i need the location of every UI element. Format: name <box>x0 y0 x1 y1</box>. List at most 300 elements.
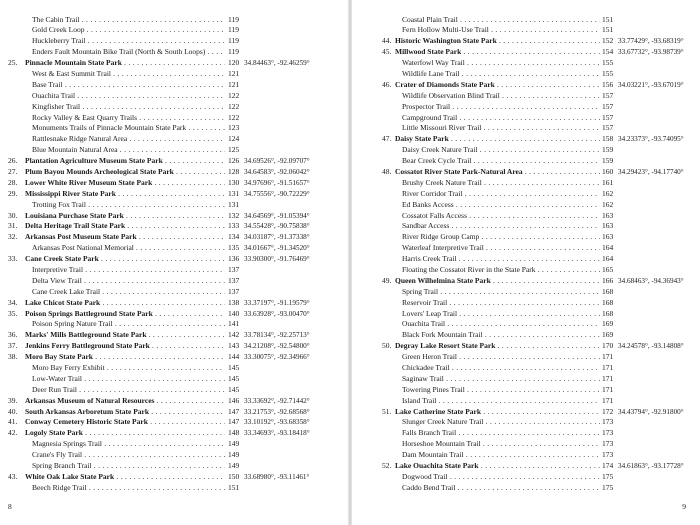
entry-title: Marks' Mills Battleground State Park . . . <box>25 330 225 341</box>
entry-number: 31. <box>8 221 18 231</box>
entry-number: 48. <box>382 166 392 176</box>
entry-page-number: 154 <box>602 47 614 57</box>
entry-title: Lovers' Leap Trail . . . <box>402 309 600 320</box>
entry-title: South Arkansas Arboretum State Park . . . <box>25 407 225 418</box>
toc-trail-entry <box>382 319 700 330</box>
entry-title: Bear Creek Cycle Trail . . . <box>402 156 600 167</box>
toc-trail-entry <box>8 80 356 91</box>
entry-page-number: 175 <box>602 471 614 481</box>
entry-title: Chickadee Trail . . . <box>402 363 600 374</box>
entry-number: 27. <box>8 166 18 176</box>
entry-title: Kingfisher Trail . . . <box>32 102 225 113</box>
entry-page-number: 141 <box>228 319 240 329</box>
entry-page-number: 171 <box>602 373 614 383</box>
entry-number: 50. <box>382 341 392 351</box>
entry-title: Lake Ouachita State Park . . . <box>395 461 600 472</box>
toc-trail-entry <box>382 232 700 243</box>
entry-title: Blue Mountain Natural Area . . . <box>32 145 225 156</box>
entry-page-number: 132 <box>228 210 240 220</box>
toc-park-entry <box>8 298 356 309</box>
toc-trail-entry <box>382 15 700 26</box>
entry-number: 35. <box>8 308 18 318</box>
toc-trail-entry <box>382 450 700 461</box>
entry-coordinates: 33.34693°, -93.18418° <box>244 429 310 438</box>
toc-trail-entry <box>8 265 356 276</box>
entry-page-number: 164 <box>602 243 614 253</box>
toc-trail-entry <box>8 287 356 298</box>
toc-trail-entry <box>8 276 356 287</box>
entry-number: 51. <box>382 406 392 416</box>
toc-trail-entry <box>382 189 700 200</box>
toc-park-entry <box>382 341 700 352</box>
left-page-number: 8 <box>8 502 12 511</box>
entry-title: River Ridge Group Camp . . . <box>402 232 600 243</box>
entry-title: Cane Creek State Park . . . <box>25 254 225 265</box>
entry-coordinates: 33.63928°, -93.00470° <box>244 309 310 318</box>
entry-page-number: 151 <box>602 14 614 24</box>
entry-page-number: 147 <box>228 417 240 427</box>
entry-page-number: 142 <box>228 330 240 340</box>
toc-trail-entry <box>382 254 700 265</box>
entry-page-number: 158 <box>602 134 614 144</box>
entry-page-number: 173 <box>602 428 614 438</box>
toc-trail-entry <box>382 439 700 450</box>
toc-park-entry <box>8 167 356 178</box>
entry-number: 42. <box>8 428 18 438</box>
entry-number: 47. <box>382 134 392 144</box>
toc-park-entry <box>382 461 700 472</box>
entry-page-number: 164 <box>602 254 614 264</box>
entry-coordinates: 34.55428°, -90.75838° <box>244 222 310 231</box>
entry-title: Spring Branch Trail . . . <box>32 461 225 472</box>
entry-page-number: 145 <box>228 384 240 394</box>
entry-page-number: 175 <box>602 482 614 492</box>
entry-title: Queen Wilhelmina State Park . . . <box>395 276 600 287</box>
entry-title: Magnesia Springs Trail . . . <box>32 439 225 450</box>
toc-park-entry <box>8 189 356 200</box>
entry-coordinates: 33.21753°, -92.68568° <box>244 407 310 416</box>
toc-trail-entry <box>8 483 356 494</box>
entry-title: White Oak Lake State Park . . . <box>25 472 225 483</box>
entry-page-number: 143 <box>228 341 240 351</box>
entry-page-number: 145 <box>228 363 240 372</box>
toc-trail-entry <box>8 91 356 102</box>
entry-coordinates: 33.68980°, -93.11461° <box>244 472 310 481</box>
entry-page-number: 150 <box>228 471 240 481</box>
toc-park-entry <box>8 428 356 439</box>
right-page <box>352 0 700 525</box>
toc-trail-entry <box>382 243 700 254</box>
toc-trail-entry <box>8 69 356 80</box>
entry-title: Cossatot River State Park-Natural Area . . . <box>395 167 600 178</box>
entry-title: West & East Summit Trail . . . <box>32 69 225 80</box>
entry-title: Moro Bay Ferry Exhibit . . . <box>32 363 225 374</box>
entry-title: Jenkins Ferry Battleground State Park . . . <box>25 341 225 352</box>
toc-park-entry <box>382 80 700 91</box>
entry-title: Delta Heritage Trail State Park . . . <box>25 221 225 232</box>
entry-title: Gold Creek Loop . . . <box>32 25 225 36</box>
entry-title: Ed Banks Access . . . <box>402 200 600 211</box>
entry-coordinates: 34.68463°, -94.36943° <box>618 276 684 285</box>
toc-trail-entry <box>382 417 700 428</box>
entry-title: Low-Water Trail . . . <box>32 374 225 385</box>
entry-page-number: 124 <box>228 134 240 144</box>
entry-title: Waterleaf Interpretive Trail . . . <box>402 243 600 254</box>
toc-trail-entry <box>382 385 700 396</box>
toc-trail-entry <box>8 47 356 58</box>
toc-park-entry <box>382 276 700 287</box>
entry-title: Ouachita Trail . . . <box>32 91 225 102</box>
entry-page-number: 140 <box>228 308 240 318</box>
toc-trail-entry <box>382 102 700 113</box>
toc-trail-entry <box>382 145 700 156</box>
toc-park-entry <box>8 178 356 189</box>
entry-page-number: 159 <box>602 156 614 166</box>
toc-trail-entry <box>382 113 700 124</box>
entry-page-number: 126 <box>228 156 240 166</box>
toc-park-entry <box>8 211 356 222</box>
entry-page-number: 162 <box>602 188 614 198</box>
entry-title: Arkansas Museum of Natural Resources . . . <box>25 396 225 407</box>
entry-number: 40. <box>8 406 18 416</box>
entry-page-number: 137 <box>228 275 240 285</box>
toc-trail-entry <box>8 200 356 211</box>
toc-trail-entry <box>382 58 700 69</box>
entry-title: Louisiana Purchase State Park . . . <box>25 211 225 222</box>
entry-title: Island Trail . . . <box>402 396 600 407</box>
entry-page-number: 155 <box>602 68 614 78</box>
entry-title: Green Heron Trail . . . <box>402 352 600 363</box>
entry-page-number: 121 <box>228 68 240 78</box>
entry-title: Plantation Agriculture Museum State Park . . . <box>25 156 225 167</box>
toc-park-entry <box>8 232 356 243</box>
toc-trail-entry <box>8 461 356 472</box>
toc-trail-entry <box>382 200 700 211</box>
entry-page-number: 157 <box>602 90 614 100</box>
entry-number: 45. <box>382 47 392 57</box>
entry-page-number: 173 <box>602 439 614 449</box>
entry-coordinates: 33.10192°, -93.68358° <box>244 418 310 427</box>
toc-park-entry <box>382 47 700 58</box>
toc-trail-entry <box>8 113 356 124</box>
entry-page-number: 165 <box>602 264 614 274</box>
entry-title: Fern Hollow Multi-Use Trail . . . <box>402 25 600 36</box>
toc-park-entry <box>8 407 356 418</box>
entry-page-number: 134 <box>228 232 240 242</box>
entry-page-number: 122 <box>228 90 240 100</box>
entry-coordinates: 33.90300°, -91.76469° <box>244 255 310 264</box>
entry-page-number: 119 <box>228 25 239 35</box>
toc-trail-entry <box>8 25 356 36</box>
entry-title: Daisy State Park . . . <box>395 134 600 145</box>
entry-title: Saginaw Trail . . . <box>402 374 600 385</box>
entry-title: Slunger Creek Nature Trail . . . <box>402 417 600 428</box>
toc-trail-entry <box>8 15 356 26</box>
entry-page-number: 155 <box>602 58 614 68</box>
entry-page-number: 171 <box>602 384 614 394</box>
toc-park-entry <box>8 156 356 167</box>
entry-coordinates: 33.30075°, -92.34966° <box>244 353 310 362</box>
entry-number: 29. <box>8 188 18 198</box>
toc-trail-entry <box>382 363 700 374</box>
entry-page-number: 156 <box>602 79 614 89</box>
entry-coordinates: 34.29423°, -94.17740° <box>618 167 684 176</box>
entry-title: Delta View Trail . . . <box>32 276 225 287</box>
entry-title: Campground Trail . . . <box>402 113 600 124</box>
entry-page-number: 172 <box>602 406 614 416</box>
entry-number: 34. <box>8 297 18 307</box>
toc-park-entry <box>8 309 356 320</box>
toc-trail-entry <box>8 134 356 145</box>
entry-title: Harris Creek Trail . . . <box>402 254 600 265</box>
entry-page-number: 131 <box>228 199 240 209</box>
entry-number: 26. <box>8 156 18 166</box>
toc-park-entry <box>8 254 356 265</box>
entry-title: Cossatot Falls Access . . . <box>402 211 600 222</box>
entry-title: Little Missouri River Trail . . . <box>402 123 600 134</box>
entry-page-number: 145 <box>228 373 240 383</box>
entry-coordinates: 33.77429°, -93.68319° <box>618 37 684 46</box>
toc-park-entry <box>8 396 356 407</box>
entry-page-number: 119 <box>228 47 239 57</box>
entry-page-number: 157 <box>602 101 614 111</box>
entry-coordinates: 34.97696°, -91.51657° <box>244 178 310 187</box>
toc-park-entry <box>8 472 356 483</box>
entry-title: Reservoir Trail . . . <box>402 298 600 309</box>
toc-trail-entry <box>382 287 700 298</box>
toc-trail-entry <box>8 243 356 254</box>
entry-page-number: 135 <box>228 243 240 253</box>
entry-page-number: 133 <box>228 221 240 231</box>
entry-title: Huckleberry Trail . . . <box>32 36 225 47</box>
entry-page-number: 149 <box>228 439 240 449</box>
toc-park-entry <box>8 330 356 341</box>
entry-title: River Corridor Trail . . . <box>402 189 600 200</box>
entry-title: Dogwood Trail . . . <box>402 472 600 483</box>
toc-park-entry <box>8 352 356 363</box>
entry-title: Base Trail . . . <box>32 80 225 91</box>
entry-title: Prospector Trail . . . <box>402 102 600 113</box>
entry-page-number: 149 <box>228 461 240 471</box>
entry-page-number: 171 <box>602 395 614 405</box>
entry-number: 44. <box>382 36 392 46</box>
entry-page-number: 151 <box>228 482 240 492</box>
entry-page-number: 122 <box>228 101 240 111</box>
entry-title: Spring Trail . . . <box>402 287 600 298</box>
toc-trail-entry <box>8 385 356 396</box>
entry-coordinates: 33.78134°, -92.25713° <box>244 331 310 340</box>
entry-title: Wildlife Observation Blind Trail . . . <box>402 91 600 102</box>
toc-trail-entry <box>382 69 700 80</box>
entry-title: Conway Cemetery Historic State Park . . . <box>25 417 225 428</box>
entry-page-number: 168 <box>602 297 614 307</box>
entry-title: Monuments Trails of Pinnacle Mountain State Park . . . <box>32 123 225 134</box>
toc-trail-entry <box>382 123 700 134</box>
left-page <box>0 0 348 525</box>
entry-title: Millwood State Park . . . <box>395 47 600 58</box>
entry-title: Brushy Creek Nature Trail . . . <box>402 178 600 189</box>
entry-title: Beech Ridge Trail . . . <box>32 483 225 494</box>
entry-page-number: 149 <box>228 450 240 460</box>
entry-coordinates: 34.01667°, -91.34520° <box>244 244 310 253</box>
entry-number: 46. <box>382 79 392 89</box>
right-page-number: 9 <box>682 502 686 511</box>
toc-trail-entry <box>382 483 700 494</box>
entry-title: Deer Run Trail . . . <box>32 385 225 396</box>
entry-title: Crater of Diamonds State Park . . . <box>395 80 600 91</box>
entry-page-number: 163 <box>602 221 614 231</box>
entry-title: Interpretive Trail . . . <box>32 265 225 276</box>
entry-page-number: 147 <box>228 406 240 416</box>
entry-page-number: 128 <box>228 166 240 176</box>
toc-trail-entry <box>8 36 356 47</box>
entry-title: Pinnacle Mountain State Park . . . <box>25 58 225 69</box>
entry-title: Arkansas Post Museum State Park . . . <box>25 232 225 243</box>
entry-page-number: 137 <box>228 286 240 296</box>
entry-page-number: 122 <box>228 112 240 122</box>
toc-park-entry <box>8 417 356 428</box>
entry-page-number: 121 <box>228 79 240 89</box>
entry-number: 32. <box>8 232 18 242</box>
entry-title: Sandbar Access . . . <box>402 221 600 232</box>
entry-title: Trotting Fox Trail . . . <box>32 200 225 211</box>
entry-title: Crane's Fly Trail . . . <box>32 450 225 461</box>
entry-title: Lower White River Museum State Park . . . <box>25 178 225 189</box>
entry-title: Wildlife Lane Trail . . . <box>402 69 600 80</box>
entry-number: 30. <box>8 210 18 220</box>
entry-page-number: 148 <box>228 428 240 438</box>
entry-page-number: 125 <box>228 145 240 155</box>
entry-page-number: 173 <box>602 417 614 427</box>
entry-coordinates: 33.67732°, -93.98739° <box>618 48 684 57</box>
toc-trail-entry <box>382 156 700 167</box>
entry-coordinates: 33.33692°, -92.71442° <box>244 396 310 405</box>
entry-title: Daisy Creek Nature Trail . . . <box>402 145 600 156</box>
entry-page-number: 168 <box>602 286 614 296</box>
entry-page-number: 161 <box>602 177 614 187</box>
entry-number: 43. <box>8 471 18 481</box>
toc-park-entry <box>382 36 700 47</box>
entry-page-number: 119 <box>228 36 239 46</box>
toc-park-entry <box>382 167 700 178</box>
entry-page-number: 163 <box>602 232 614 242</box>
entry-page-number: 166 <box>602 275 614 285</box>
entry-page-number: 162 <box>602 199 614 209</box>
toc-trail-entry <box>382 374 700 385</box>
left-toc-list <box>8 15 356 494</box>
toc-trail-entry <box>8 450 356 461</box>
toc-trail-entry <box>382 309 700 320</box>
entry-coordinates: 34.43794°, -92.91800° <box>618 407 684 416</box>
entry-number: 38. <box>8 352 18 362</box>
entry-title: Coastal Plain Trail . . . <box>402 15 600 26</box>
entry-number: 39. <box>8 395 18 405</box>
toc-park-entry <box>8 341 356 352</box>
toc-trail-entry <box>382 428 700 439</box>
entry-number: 36. <box>8 330 18 340</box>
entry-title: Cane Creek Lake Trail . . . <box>32 287 225 298</box>
toc-park-entry <box>382 134 700 145</box>
toc-trail-entry <box>382 298 700 309</box>
entry-page-number: 152 <box>602 36 614 46</box>
entry-number: 52. <box>382 461 392 471</box>
entry-number: 28. <box>8 177 18 187</box>
entry-title: Lake Catherine State Park . . . <box>395 407 600 418</box>
entry-coordinates: 34.03187°, -91.37338° <box>244 233 310 242</box>
right-toc-list <box>382 15 700 494</box>
entry-title: Rocky Valley & East Quarry Trails . . . <box>32 113 225 124</box>
toc-trail-entry <box>8 363 356 374</box>
toc-trail-entry <box>382 91 700 102</box>
toc-trail-entry <box>8 319 356 330</box>
toc-trail-entry <box>8 439 356 450</box>
entry-coordinates: 34.03221°, -93.67019° <box>618 80 684 89</box>
entry-page-number: 163 <box>602 210 614 220</box>
entry-page-number: 120 <box>228 58 240 68</box>
entry-page-number: 119 <box>228 14 239 24</box>
toc-park-entry <box>382 407 700 418</box>
entry-title: Poison Springs Battleground State Park . . . <box>25 309 225 320</box>
entry-title: Moro Bay State Park . . . <box>25 352 225 363</box>
entry-page-number: 136 <box>228 254 240 264</box>
entry-number: 33. <box>8 254 18 264</box>
toc-trail-entry <box>382 330 700 341</box>
entry-coordinates: 34.84463°, -92.46259° <box>244 59 310 68</box>
toc-trail-entry <box>382 178 700 189</box>
entry-title: Lake Chicot State Park . . . <box>25 298 225 309</box>
entry-page-number: 174 <box>602 461 614 471</box>
entry-page-number: 151 <box>602 25 614 35</box>
entry-title: Plum Bayou Mounds Archeological State Park . . . <box>25 167 225 178</box>
toc-trail-entry <box>382 265 700 276</box>
entry-page-number: 146 <box>228 395 240 405</box>
entry-page-number: 157 <box>602 112 614 122</box>
entry-number: 25. <box>8 58 18 68</box>
toc-trail-entry <box>8 374 356 385</box>
entry-page-number: 130 <box>228 177 240 187</box>
entry-coordinates: 34.61863°, -93.17728° <box>618 462 684 471</box>
toc-park-entry <box>8 58 356 69</box>
entry-title: The Cabin Trail . . . <box>32 15 225 26</box>
entry-page-number: 160 <box>602 166 614 176</box>
entry-title: Falls Branch Trail . . . <box>402 428 600 439</box>
entry-title: Rattlesnake Ridge Natural Area . . . <box>32 134 225 145</box>
entry-page-number: 173 <box>602 450 614 460</box>
entry-page-number: 169 <box>602 319 614 329</box>
entry-coordinates: 34.23373°, -93.74095° <box>618 135 684 144</box>
entry-title: Mississippi River State Park . . . <box>25 189 225 200</box>
entry-coordinates: 34.24578°, -93.14808° <box>618 342 684 351</box>
toc-trail-entry <box>8 123 356 134</box>
toc-trail-entry <box>382 221 700 232</box>
entry-coordinates: 34.64569°, -91.05394° <box>244 211 310 220</box>
entry-title: Waterfowl Way Trail . . . <box>402 58 600 69</box>
entry-title: Poison Spring Nature Trail . . . <box>32 319 225 330</box>
entry-title: Caddo Bend Trail . . . <box>402 483 600 494</box>
entry-title: Dam Mountain Trail . . . <box>402 450 600 461</box>
entry-title: Towering Pines Trail . . . <box>402 385 600 396</box>
toc-trail-entry <box>8 102 356 113</box>
entry-page-number: 131 <box>228 188 240 198</box>
entry-title: Degray Lake Resort State Park . . . <box>395 341 600 352</box>
entry-page-number: 137 <box>228 264 240 274</box>
toc-trail-entry <box>382 25 700 36</box>
entry-title: Logoly State Park . . . <box>25 428 225 439</box>
toc-trail-entry <box>382 211 700 222</box>
entry-coordinates: 34.64583°, -92.06042° <box>244 167 310 176</box>
toc-trail-entry <box>382 352 700 363</box>
entry-coordinates: 34.69526°, -92.09707° <box>244 157 310 166</box>
